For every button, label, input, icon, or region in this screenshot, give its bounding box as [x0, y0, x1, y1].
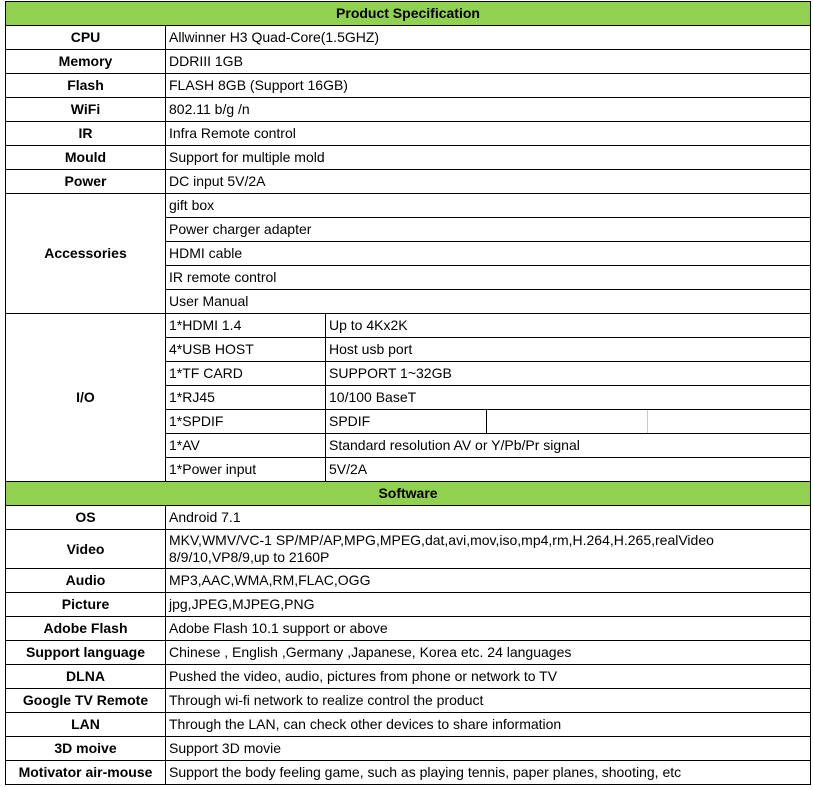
- row-label: Picture: [6, 593, 166, 617]
- section-title: Software: [6, 482, 811, 506]
- row-value: Allwinner H3 Quad-Core(1.5GHZ): [166, 26, 811, 50]
- io-port: 1*HDMI 1.4: [166, 314, 326, 338]
- table-row: [6, 569, 811, 593]
- empty-cell: [487, 410, 648, 434]
- accessory-item: Power charger adapter: [166, 218, 811, 242]
- row-value: Through wi-fi network to realize control the product: [166, 689, 811, 713]
- table-row: [6, 713, 811, 737]
- table-row: [6, 761, 811, 785]
- row-label: Audio: [6, 569, 166, 593]
- table-row: [6, 74, 811, 98]
- row-value: Adobe Flash 10.1 support or above: [166, 617, 811, 641]
- table-row: [6, 314, 811, 338]
- row-value: Infra Remote control: [166, 122, 811, 146]
- row-label-accessories: Accessories: [6, 194, 166, 314]
- table-row: [6, 98, 811, 122]
- row-label: DLNA: [6, 665, 166, 689]
- row-value: Support the body feeling game, such as playing tennis, paper planes, shooting, etc: [166, 761, 811, 785]
- row-value: 802.11 b/g /n: [166, 98, 811, 122]
- io-desc: 5V/2A: [326, 458, 811, 482]
- table-row: [6, 617, 811, 641]
- table-row: [6, 665, 811, 689]
- row-value: Chinese , English ,Germany ,Japanese, Korea etc. 24 languages: [166, 641, 811, 665]
- empty-cell: [648, 410, 811, 434]
- io-desc: Standard resolution AV or Y/Pb/Pr signal: [326, 434, 811, 458]
- section-title: Product Specification: [6, 2, 811, 26]
- section-header-software: [6, 482, 811, 506]
- io-port: 4*USB HOST: [166, 338, 326, 362]
- row-label: Support language: [6, 641, 166, 665]
- accessory-item: gift box: [166, 194, 811, 218]
- table-row: [6, 641, 811, 665]
- io-desc: SPDIF: [326, 410, 487, 434]
- row-value: DC input 5V/2A: [166, 170, 811, 194]
- row-label: CPU: [6, 26, 166, 50]
- row-value: Support 3D movie: [166, 737, 811, 761]
- row-label: Mould: [6, 146, 166, 170]
- spec-table: [5, 1, 811, 785]
- table-row: [6, 146, 811, 170]
- io-port: 1*RJ45: [166, 386, 326, 410]
- io-port: 1*SPDIF: [166, 410, 326, 434]
- accessory-item: HDMI cable: [166, 242, 811, 266]
- io-port: 1*Power input: [166, 458, 326, 482]
- row-value: Support for multiple mold: [166, 146, 811, 170]
- table-row: [6, 194, 811, 218]
- table-row: [6, 737, 811, 761]
- io-desc: 10/100 BaseT: [326, 386, 811, 410]
- io-port: 1*TF CARD: [166, 362, 326, 386]
- row-label: WiFi: [6, 98, 166, 122]
- row-label: IR: [6, 122, 166, 146]
- row-label: Video: [6, 530, 166, 569]
- row-label: 3D moive: [6, 737, 166, 761]
- io-port: 1*AV: [166, 434, 326, 458]
- io-desc: Host usb port: [326, 338, 811, 362]
- row-label: Power: [6, 170, 166, 194]
- row-label: Memory: [6, 50, 166, 74]
- table-row: [6, 530, 811, 569]
- row-value: MP3,AAC,WMA,RM,FLAC,OGG: [166, 569, 811, 593]
- row-label: Motivator air-mouse: [6, 761, 166, 785]
- row-value: DDRIII 1GB: [166, 50, 811, 74]
- table-row: [6, 26, 811, 50]
- row-label: OS: [6, 506, 166, 530]
- row-value: FLASH 8GB (Support 16GB): [166, 74, 811, 98]
- row-label-io: I/O: [6, 314, 166, 482]
- io-desc: Up to 4Kx2K: [326, 314, 811, 338]
- io-desc: SUPPORT 1~32GB: [326, 362, 811, 386]
- row-value: jpg,JPEG,MJPEG,PNG: [166, 593, 811, 617]
- row-label: LAN: [6, 713, 166, 737]
- table-row: [6, 50, 811, 74]
- table-row: [6, 170, 811, 194]
- table-row: [6, 506, 811, 530]
- accessory-item: User Manual: [166, 290, 811, 314]
- table-row: [6, 593, 811, 617]
- row-value: Through the LAN, can check other devices to share information: [166, 713, 811, 737]
- row-label: Adobe Flash: [6, 617, 166, 641]
- table-row: [6, 689, 811, 713]
- row-label: Flash: [6, 74, 166, 98]
- row-value: Android 7.1: [166, 506, 811, 530]
- section-header-product: [6, 2, 811, 26]
- row-label: Google TV Remote: [6, 689, 166, 713]
- row-value: Pushed the video, audio, pictures from phone or network to TV: [166, 665, 811, 689]
- row-value: MKV,WMV/VC-1 SP/MP/AP,MPG,MPEG,dat,avi,mov,iso,mp4,rm,H.264,H.265,realVideo 8/9/10,VP8/9,up to 2160P: [166, 530, 811, 569]
- accessory-item: IR remote control: [166, 266, 811, 290]
- table-row: [6, 122, 811, 146]
